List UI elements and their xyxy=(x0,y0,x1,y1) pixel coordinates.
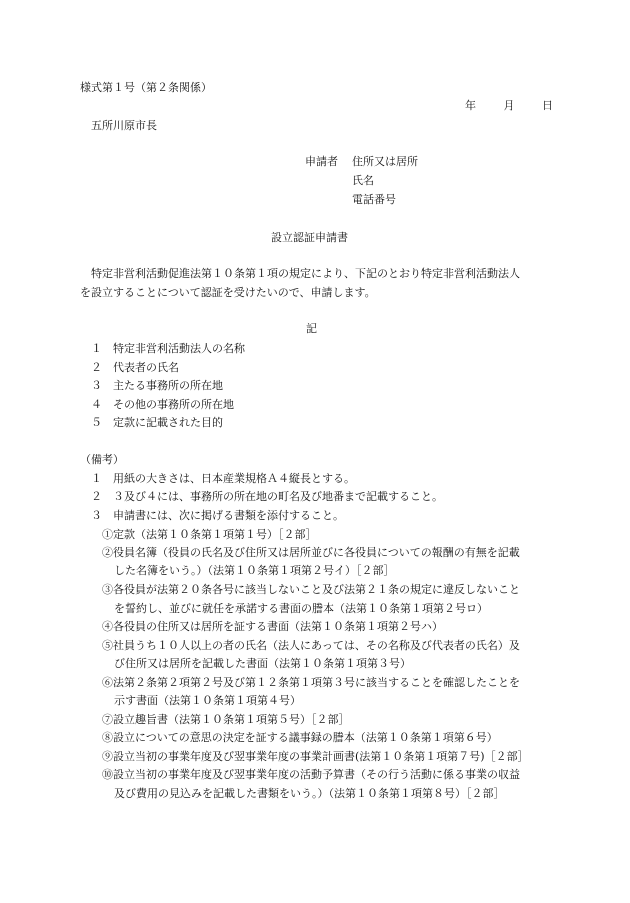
attachment-6-line-2: 示す書面（法第１０条第１項第４号） xyxy=(114,694,301,707)
attachment-1: ①定款（法第１０条第１項第１号）［２部］ xyxy=(102,528,317,541)
attachment-2-line-2: した名簿をいう。）（法第１０条第１項第２号イ）［２部］ xyxy=(114,564,395,577)
ki-heading: 記 xyxy=(306,322,317,335)
applicant-label: 申請者 xyxy=(305,155,338,168)
attachment-6-line-1: ⑥法第２条第２項第２号及び第１２条第１項第３号に該当することを確認したことを xyxy=(102,676,520,689)
attachment-3-line-1: ③各役員が法第２０条各号に該当しないこと及び法第２１条の規定に違反しないこと xyxy=(102,583,520,596)
item-1: １ 特定非営利活動法人の名称 xyxy=(91,342,245,355)
recipient: 五所川原市長 xyxy=(91,119,157,132)
item-4: ４ その他の事務所の所在地 xyxy=(91,398,234,411)
notes-heading: （備考） xyxy=(80,453,124,466)
date-day: 日 xyxy=(542,99,553,112)
item-5: ５ 定款に記載された目的 xyxy=(91,416,223,429)
note-1: １ 用紙の大きさは、日本産業規格Ａ４縦長とする。 xyxy=(91,472,355,485)
item-2: ２ 代表者の氏名 xyxy=(91,361,179,374)
attachment-5-line-2: び住所又は居所を記載した書面（法第１０条第１項第３号） xyxy=(114,657,411,670)
attachment-10-line-2: 及び費用の見込みを記載した書類をいう。）（法第１０条第１項第８号）［２部］ xyxy=(114,787,505,800)
note-2: ２ ３及び４には、事務所の所在地の町名及び地番まで記載すること。 xyxy=(91,490,443,503)
date-month: 月 xyxy=(503,99,515,112)
item-3: ３ 主たる事務所の所在地 xyxy=(91,379,223,392)
attachment-10-line-1: ⑩設立当初の事業年度及び翌事業年度の活動予算書（その行う活動に係る事業の収益 xyxy=(102,768,520,781)
date-line xyxy=(465,100,553,111)
note-3: ３ 申請書には、次に掲げる書類を添付すること。 xyxy=(91,509,344,522)
applicant-name: 氏名 xyxy=(352,174,374,187)
attachment-5-line-1: ⑤社員うち１０人以上の者の氏名（法人にあっては、その名称及び代表者の氏名）及 xyxy=(102,639,520,652)
attachment-7: ⑦設立趣旨書（法第１０条第１項第５号）［２部］ xyxy=(102,713,350,726)
document-title: 設立認証申請書 xyxy=(271,231,348,244)
attachment-8: ⑧設立についての意思の決定を証する議事録の謄本（法第１０条第１項第６号） xyxy=(102,731,498,744)
attachment-4: ④各役員の住所又は居所を証する書面（法第１０条第１項第２号ハ） xyxy=(102,620,443,633)
attachment-3-line-2: を誓約し、並びに就任を承諾する書面の謄本（法第１０条第１項第２号ロ） xyxy=(114,602,488,615)
body-line-2: を設立することについて認証を受けたいので、申請します。 xyxy=(80,286,376,299)
applicant-phone: 電話番号 xyxy=(352,193,396,206)
form-number: 様式第１号（第２条関係） xyxy=(80,81,212,94)
attachment-2-line-1: ②役員名簿（役員の氏名及び住所又は居所並びに各役員についての報酬の有無を記載 xyxy=(102,546,520,559)
date-year: 年 xyxy=(465,99,476,112)
applicant-address: 住所又は居所 xyxy=(352,155,418,168)
body-line-1: 特定非営利活動促進法第１０条第１項の規定により、下記のとおり特定非営利活動法人 xyxy=(91,267,520,280)
attachment-9: ⑨設立当初の事業年度及び翌事業年度の事業計画書(法第１０条第１項第７号)［２部］ xyxy=(102,750,529,763)
